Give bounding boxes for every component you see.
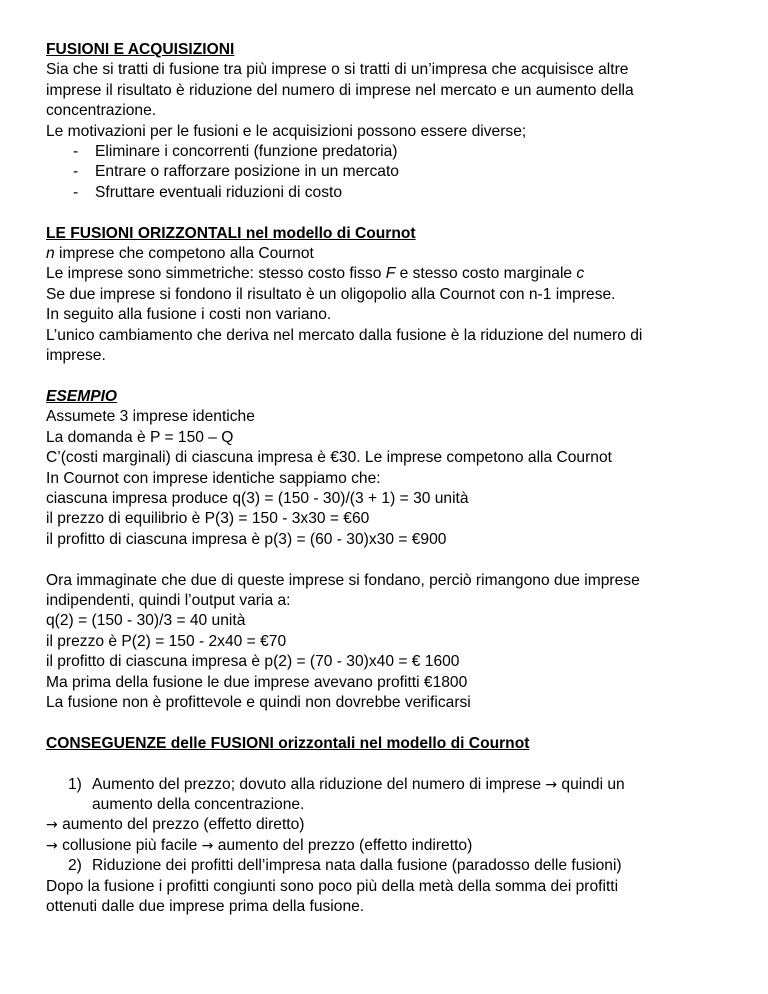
paragraph-line: In seguito alla fusione i costi non variano. <box>46 306 332 324</box>
bullet-text: Eliminare i concorrenti (funzione predatoria) <box>95 143 398 161</box>
paragraph-line: Se due imprese si fondono il risultato è un oligopolio alla Cournot con n-1 imprese. <box>46 285 616 303</box>
paragraph-line: Ora immaginate che due di queste imprese si fondano, perciò rimangono due imprese <box>46 571 640 589</box>
item-number: 1) <box>68 775 82 793</box>
paragraph-line: il prezzo di equilibrio è P(3) = 150 - 3x30 = €60 <box>46 510 370 528</box>
paragraph-line <box>46 264 748 284</box>
bullet-dash: - <box>73 183 79 201</box>
paragraph-line: Le motivazioni per le fusioni e le acquisizioni possono essere diverse; <box>46 122 527 140</box>
paragraph-line: Dopo la fusione i profitti congiunti sono poco più della metà della somma dei profitti <box>46 877 619 895</box>
variable-F: F <box>385 265 396 283</box>
bullet-item <box>46 183 748 203</box>
paragraph-line: q(2) = (150 - 30)/3 = 40 unità <box>46 612 246 630</box>
text-span: Riduzione dei profitti dell’impresa nata dalla fusione (paradosso delle fusioni) <box>92 857 622 875</box>
variable-c: c <box>576 265 585 283</box>
paragraph-line: Assumete 3 imprese identiche <box>46 408 255 426</box>
text-span: e stesso costo marginale <box>395 265 577 283</box>
section-title-conseguenze: CONSEGUENZE delle FUSIONI orizzontali nel modello di Cournot <box>46 734 530 752</box>
arrow-icon: → <box>46 837 58 854</box>
paragraph-line: il profitto di ciascuna impresa è p(3) = (60 - 30)x30 = €900 <box>46 530 447 548</box>
paragraph-line: Ma prima della fusione le due imprese avevano profitti €1800 <box>46 673 468 691</box>
text-span: aumento del prezzo (effetto indiretto) <box>213 836 473 854</box>
paragraph-line: La domanda è P = 150 – Q <box>46 428 234 446</box>
paragraph-line: Sia che si tratti di fusione tra più imprese o si tratti di un’impresa che acquisisce altre <box>46 61 629 79</box>
arrow-icon: → <box>545 776 558 793</box>
section-title-fusioni: FUSIONI E ACQUISIZIONI <box>46 41 235 58</box>
variable-n: n <box>46 245 55 263</box>
paragraph-line: La fusione non è profittevole e quindi non dovrebbe verificarsi <box>46 693 471 711</box>
numbered-item-2 <box>46 856 748 876</box>
text-span: imprese che competono alla Cournot <box>54 245 314 263</box>
bullet-item <box>46 142 748 162</box>
spacer <box>46 366 748 386</box>
bullet-item <box>46 162 748 182</box>
paragraph-line: ottenuti dalle due imprese prima della fusione. <box>46 897 365 915</box>
bullet-dash: - <box>73 143 79 161</box>
paragraph-line: concentrazione. <box>46 102 157 120</box>
paragraph-line: imprese il risultato è riduzione del numero di imprese nel mercato e un aumento della <box>46 81 634 99</box>
paragraph-line: il prezzo è P(2) = 150 - 2x40 = €70 <box>46 632 287 650</box>
paragraph-line: ciascuna impresa produce q(3) = (150 - 30)/(3 + 1) = 30 unità <box>46 489 469 507</box>
section-title-esempio: ESEMPIO <box>46 387 118 405</box>
text-span: aumento del prezzo (effetto diretto) <box>57 816 305 834</box>
paragraph-line: In Cournot con imprese identiche sappiamo che: <box>46 469 381 487</box>
bullet-text: Entrare o rafforzare posizione in un mercato <box>95 163 399 181</box>
numbered-item-1-continuation: aumento della concentrazione. <box>92 795 305 813</box>
spacer <box>46 203 748 223</box>
arrow-icon: → <box>201 837 214 854</box>
arrow-line <box>46 815 748 835</box>
paragraph-line: indipendenti, quindi l’output varia a: <box>46 591 291 609</box>
text-span: quindi un <box>557 775 625 793</box>
arrow-icon: → <box>46 817 58 834</box>
paragraph-line <box>46 244 748 264</box>
bullet-dash: - <box>73 163 79 181</box>
item-number: 2) <box>68 857 82 875</box>
bullet-text: Sfruttare eventuali riduzioni di costo <box>95 183 343 201</box>
paragraph-line: imprese. <box>46 347 106 365</box>
spacer <box>46 550 748 570</box>
text-span: collusione più facile <box>57 836 202 854</box>
paragraph-line: il profitto di ciascuna impresa è p(2) = (70 - 30)x40 = € 1600 <box>46 653 460 671</box>
arrow-line <box>46 836 748 856</box>
section-title-fusioni-orizzontali: LE FUSIONI ORIZZONTALI nel modello di Cournot <box>46 224 416 242</box>
paragraph-line: L’unico cambiamento che deriva nel mercato dalla fusione è la riduzione del numero di <box>46 326 643 344</box>
text-span: Aumento del prezzo; dovuto alla riduzione del numero di imprese <box>92 775 546 793</box>
paragraph-line: C’(costi marginali) di ciascuna impresa è €30. Le imprese competono alla Cournot <box>46 449 612 467</box>
spacer <box>46 754 748 774</box>
text-span: Le imprese sono simmetriche: stesso costo fisso <box>46 265 386 283</box>
numbered-item-1 <box>46 775 748 795</box>
spacer <box>46 713 748 733</box>
